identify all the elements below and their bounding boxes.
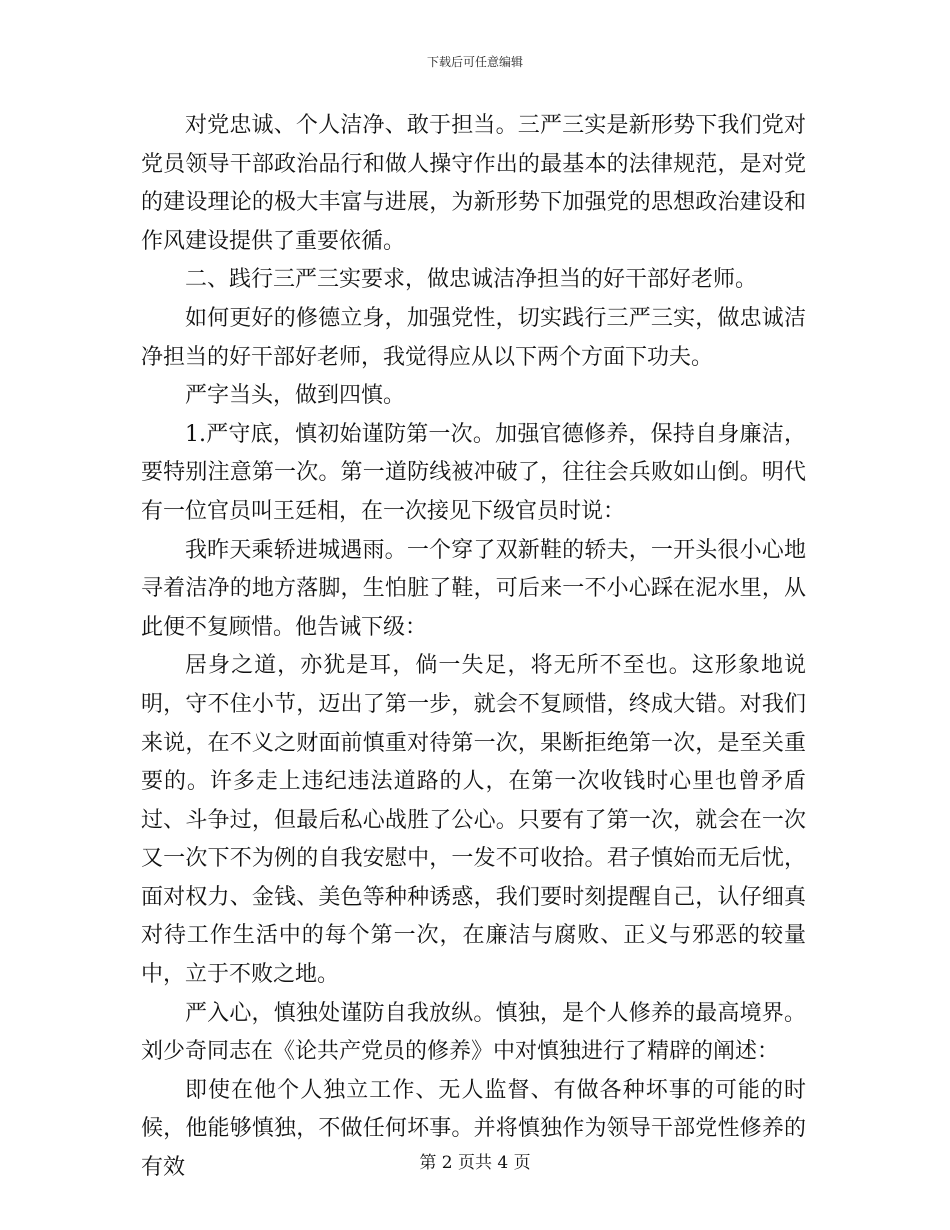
paragraph-5: 1.严守底，慎初始谨防第一次。加强官德修养，保持自身廉洁，要特别注意第一次。第一道防线被冲破了，往往会兵败如山倒。明代有一位官员叫王廷相，在一次接见下级官员时说： bbox=[141, 421, 806, 524]
document-body bbox=[141, 107, 806, 1188]
paragraph-1: 对党忠诚、个人洁净、敢于担当。三严三实是新形势下我们党对党员领导干部政治品行和做人操守作出的最基本的法律规范，是对党的建设理论的极大丰富与进展，为新形势下加强党的思想政治建设和作风建设提供了重要依循。 bbox=[141, 113, 806, 254]
paragraph-3: 如何更好的修德立身，加强党性，切实践行三严三实，做忠诚洁净担当的好干部好老师，我觉得应从以下两个方面下功夫。 bbox=[141, 305, 806, 370]
page-number: 第 2 页共 4 页 bbox=[419, 1153, 531, 1173]
paragraph-2: 二、践行三严三实要求，做忠诚洁净担当的好干部好老师。 bbox=[185, 267, 758, 293]
paragraph-4: 严字当头，做到四慎。 bbox=[185, 383, 406, 409]
paragraph-9: 即使在他个人独立工作、无人监督、有做各种坏事的可能的时候，他能够慎独，不做任何坏事。并将慎独作为领导干部党性修养的有效 bbox=[141, 1077, 806, 1181]
page-header: 下载后可任意编辑 bbox=[426, 55, 523, 69]
paragraph-7: 居身之道，亦犹是耳，倘一失足，将无所不至也。这形象地说明，守不住小节，迈出了第一步，就会不复顾惜，终成大错。对我们来说，在不义之财面前慎重对待第一次，果断拒绝第一次，是至关重要的。许多走上违纪违法道路的人，在第一次收钱时心里也曾矛盾过、斗争过，但最后私心战胜了公心。只要有了第一次，就会在一次又一次下不为例的自我安慰中，一发不可收拾。君子慎始而无后忧，面对权力、金钱、美色等种种诱惑，我们要时刻提醒自己，认仔细真对待工作生活中的每个第一次，在廉洁与腐败、正义与邪恶的较量中，立于不败之地。 bbox=[141, 653, 806, 988]
paragraph-8: 严入心，慎独处谨防自我放纵。慎独，是个人修养的最高境界。刘少奇同志在《论共产党员的修养》中对慎独进行了精辟的阐述： bbox=[141, 1000, 806, 1065]
paragraph-6: 我昨天乘轿进城遇雨。一个穿了双新鞋的轿夫，一开头很小心地寻着洁净的地方落脚，生怕脏了鞋，可后来一不小心踩在泥水里，从此便不复顾惜。他告诫下级： bbox=[141, 537, 806, 640]
